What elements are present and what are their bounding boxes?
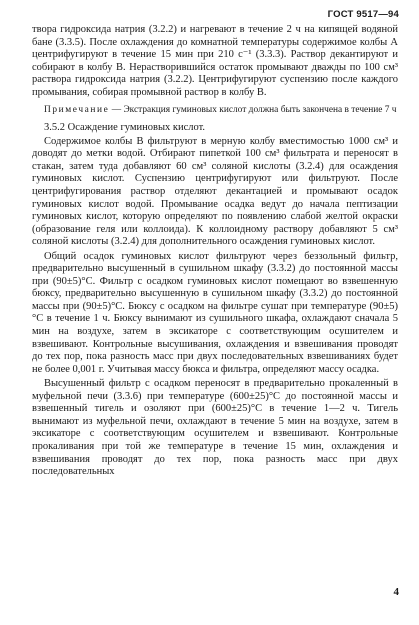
note-text: — Экстракция гуминовых кислот должна быть закончена в течение 7 ч [109, 105, 397, 116]
note-label: Примечание [44, 105, 110, 116]
page-number: 4 [393, 586, 399, 598]
section-heading: 3.5.2 Осаждение гуминовых кислот. [44, 122, 206, 134]
paragraph-extraction-continued: твора гидроксида натрия (3.2.2) и нагревают в течение 2 ч на кипящей водяной бане (3.3.5). После охлаждения до комнатной температуры содержимое колбы А центрифугируют в течение 15 мин при 210 с⁻¹ (3.3.3). Раствор декантируют и собирают в колбу В. Нерастворившийся остаток промывают дважды по 100 см³ раствора гидроксида натрия (3.2.2). Центрифугируют суспензию после каждого промывания, собирая промывной раствор в колбу В. [32, 24, 398, 98]
paragraph-filtration: Общий осадок гуминовых кислот фильтруют через беззольный фильтр, предварительно высушенный в сушильном шкафу (3.3.2) до постоянной массы при (90±5)°С. Фильтр с осадком гуминовых кислот помещают во взвешенную бюксу, предварительно высушенную в сушильном шкафу (3.3.2) до постоянной массы при (90±5)°С. Бюксу с осадком на фильтре сушат при температуре (90±5)°С в течение 1 ч. Бюксу вынимают из сушильного шкафа, охлаждают сначала 5 мин на воздухе, затем в эксикаторе с соответствующим осушителем и взвешивают. Контрольные высушивания, охлаждения и взвешивания проводят до тех пор, пока разность масс при двух последовательных взвешиваниях будет не более 0,001 г. Учитывая массу бюкса и фильтра, определяют массу осадка. [32, 250, 398, 375]
body-text [32, 24, 398, 479]
standard-header: ГОСТ 9517—94 [327, 9, 399, 20]
note [32, 105, 398, 116]
paragraph-ashing: Высушенный фильтр с осадком переносят в предварительно прокаленный в муфельной печи (3.3.6) при температуре (600±25)°С до постоянной массы и взвешенный тигель и озоляют при (600±25)°С в течение 1—2 ч. Тигель вынимают из муфельной печи, охлаждают в течение 5 мин на воздухе, затем в эксикаторе с соответствующим осушителем и взвешивают. Контрольные прокаливания при той же температуре в течение 15 мин, охлаждения и взвешивания проводят до тех пор, пока разность масс при двух последовательных [32, 378, 398, 478]
paragraph-precipitation: Содержимое колбы В фильтруют в мерную колбу вместимостью 1000 см³ и доводят до метки водой. Отбирают пипеткой 100 см³ фильтрата и переносят в стакан, затем туда добавляют 60 см³ соляной кислоты (3.2.4) для осаждения гуминовых кислот. Суспензию центрифугируют или фильтруют. После центрифугирования раствор отделяют декантацией и промывают осадок гуминовых кислот водой. Промывание осадка ведут до начала пептизации гуминовых кислот, которую определяют по появлению слабой желтой окраски (образование геля или коллоида). К коллоидному раствору добавляют 5 см³ соляной кислоты (3.2.4) для дополнительного осаждения гуминовых кислот. [32, 135, 398, 248]
